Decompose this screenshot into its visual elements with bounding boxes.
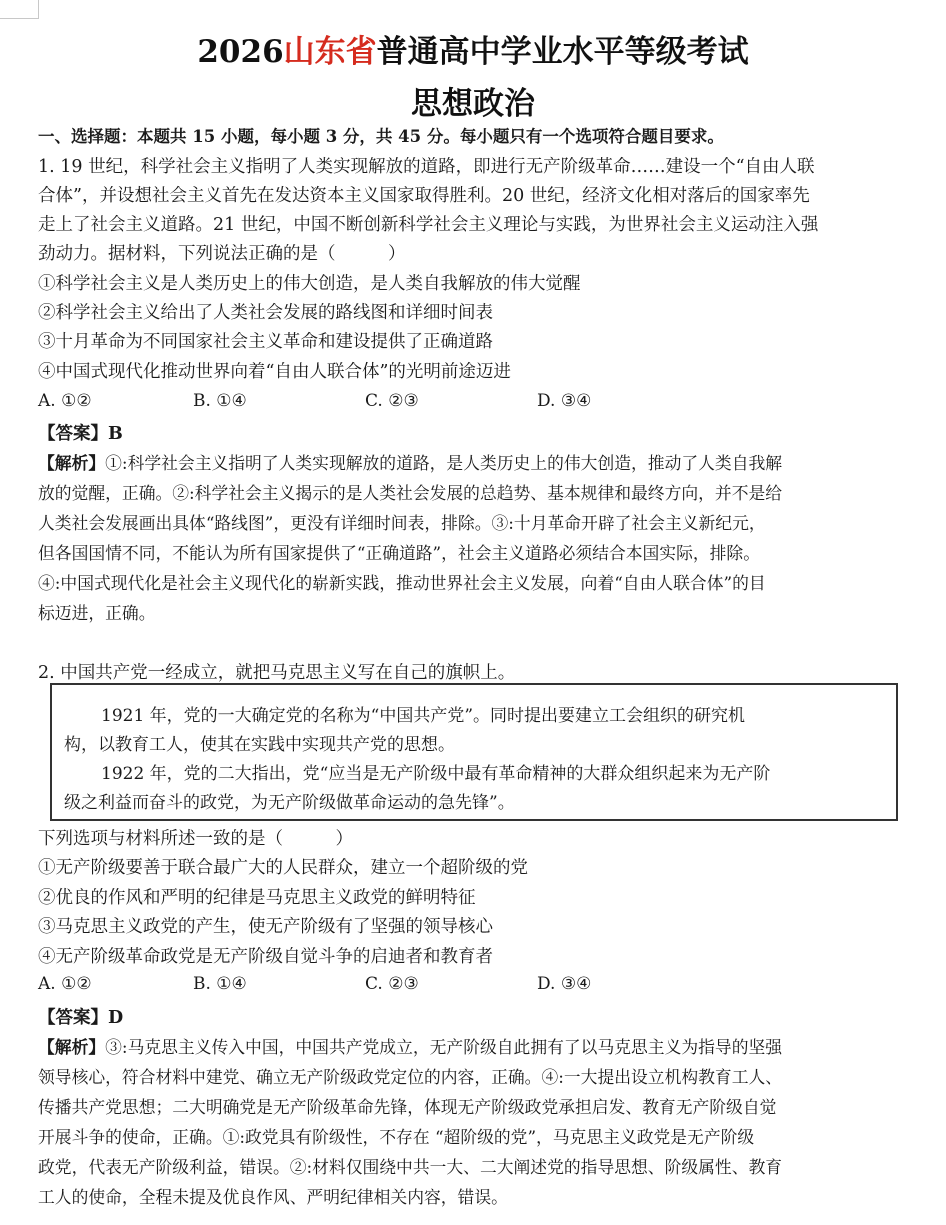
q2-analysis-line: 领导核心，符合材料中建党、确立无产阶级政党定位的内容，正确。④:一大提出设立机构教育工人、 [38, 1067, 783, 1087]
q2-statement: ①无产阶级要善于联合最广大的人民群众，建立一个超阶级的党 [38, 858, 528, 878]
q1-option-c: C. ②③ [365, 391, 419, 411]
q1-answer [38, 420, 123, 445]
q2-stem: 2. 中国共产党一经成立，就把马克思主义写在自己的旗帜上。 [38, 663, 516, 683]
q2-analysis-line [38, 1034, 782, 1058]
title-province: 山东省 [283, 34, 377, 70]
analysis-label: 【解析】 [38, 1037, 106, 1057]
q1-analysis-line: 但各国国情不同，不能认为所有国家提供了“正确道路”，社会主义道路必须结合本国实际，排除。 [38, 543, 760, 563]
answer-value: B [108, 424, 123, 444]
q1-option-b: B. ①④ [193, 391, 247, 411]
answer-label: 【答案】 [38, 1008, 108, 1028]
q2-statement: ④无产阶级革命政党是无产阶级自觉斗争的启迪者和教育者 [38, 947, 493, 967]
q1-statement: ①科学社会主义是人类历史上的伟大创造，是人类自我解放的伟大觉醒 [38, 274, 581, 294]
q2-answer [38, 1004, 123, 1029]
q1-stem-line: 合体”，并设想社会主义首先在发达资本主义国家取得胜利。20 世纪，经济文化相对落后的国家率先 [38, 186, 810, 206]
q1-analysis-line [38, 450, 782, 474]
analysis-label: 【解析】 [38, 453, 106, 473]
q2-question: 下列选项与材料所述一致的是（ ） [38, 829, 353, 849]
analysis-text: ①:科学社会主义指明了人类实现解放的道路，是人类历史上的伟大创造，推动了人类自我解 [105, 453, 783, 473]
section-header: 一、选择题：本题共 15 小题，每小题 3 分，共 45 分。每小题只有一个选项符合题目要求。 [38, 127, 724, 146]
material-line: 1921 年，党的一大确定党的名称为“中国共产党”。同时提出要建立工会组织的研究机 [101, 706, 746, 726]
q2-material-box [50, 683, 898, 821]
material-line: 级之利益而奋斗的政党，为无产阶级做革命运动的急先锋”。 [64, 793, 515, 813]
q1-options [38, 391, 591, 411]
q1-statement: ②科学社会主义给出了人类社会发展的路线图和详细时间表 [38, 303, 493, 323]
q2-statement: ③马克思主义政党的产生，使无产阶级有了坚强的领导核心 [38, 917, 493, 937]
answer-label: 【答案】 [38, 424, 108, 444]
q1-stem-line: 1. 19 世纪，科学社会主义指明了人类实现解放的道路，即进行无产阶级革命……建设一个“自由人联 [38, 157, 815, 177]
q2-analysis-line: 工人的使命，全程未提及优良作风、严明纪律相关内容，错误。 [38, 1187, 508, 1207]
q1-analysis-line: 放的觉醒，正确。②:科学社会主义揭示的是人类社会发展的总趋势、基本规律和最终方向，并不是给 [38, 483, 783, 503]
q1-stem-line: 劲动力。据材料，下列说法正确的是（ ） [38, 244, 406, 264]
q1-option-a: A. ①② [38, 391, 92, 411]
q2-statement: ②优良的作风和严明的纪律是马克思主义政党的鲜明特征 [38, 888, 476, 908]
q1-statement: ④中国式现代化推动世界向着“自由人联合体”的光明前途迈进 [38, 362, 511, 382]
q2-option-c: C. ②③ [365, 974, 419, 994]
q2-analysis-line: 开展斗争的使命，正确。①:政党具有阶级性，不存在 “超阶级的党”，马克思主义政党是无产阶级 [38, 1127, 755, 1147]
q1-analysis-line: ④:中国式现代化是社会主义现代化的崭新实践，推动世界社会主义发展，向着“自由人联合体”的目 [38, 573, 766, 593]
q1-option-d: D. ③④ [537, 391, 592, 411]
q2-options [38, 974, 591, 994]
q1-analysis-line: 人类社会发展画出具体“路线图”，更没有详细时间表，排除。③:十月革命开辟了社会主义新纪元， [38, 513, 766, 533]
q2-option-b: B. ①④ [193, 974, 247, 994]
q2-analysis-line: 政党，代表无产阶级利益，错误。②:材料仅围绕中共一大、二大阐述党的指导思想、阶级属性、教育 [38, 1157, 783, 1177]
material-line: 构，以教育工人，使其在实践中实现共产党的思想。 [64, 735, 455, 755]
title-year: 2026 [197, 34, 284, 70]
exam-subject: 思想政治 [411, 86, 535, 122]
q1-analysis-line: 标迈进，正确。 [38, 603, 156, 623]
title-exam: 普通高中学业水平等级考试 [376, 34, 749, 70]
answer-value: D [108, 1008, 124, 1028]
page-corner-mark [0, 0, 39, 19]
q2-analysis-line: 传播共产党思想；二大明确党是无产阶级革命先锋，体现无产阶级政党承担启发、教育无产阶级自觉 [38, 1097, 777, 1117]
q2-option-a: A. ①② [38, 974, 92, 994]
q2-option-d: D. ③④ [537, 974, 592, 994]
material-line: 1922 年，党的二大指出，党“应当是无产阶级中最有革命精神的大群众组织起来为无产阶 [101, 764, 771, 784]
exam-title [0, 26, 946, 71]
analysis-text: ③:马克思主义传入中国，中国共产党成立，无产阶级自此拥有了以马克思主义为指导的坚强 [105, 1037, 783, 1057]
q1-statement: ③十月革命为不同国家社会主义革命和建设提供了正确道路 [38, 332, 493, 352]
q1-stem-line: 走上了社会主义道路。21 世纪，中国不断创新科学社会主义理论与实践，为世界社会主义运动注入强 [38, 215, 819, 235]
